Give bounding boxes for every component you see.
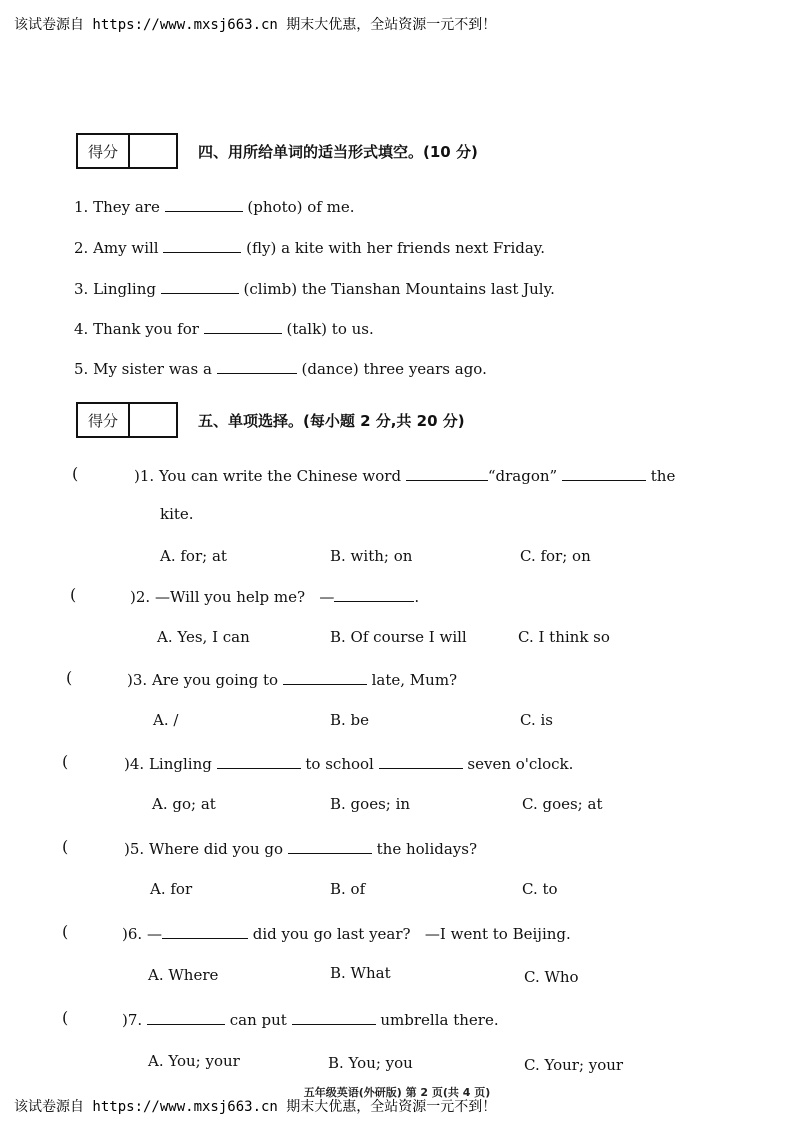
option-a: A. for; at bbox=[160, 547, 227, 565]
question-text: did you go last year? bbox=[252, 925, 411, 943]
answer-blank bbox=[334, 587, 414, 602]
answer-blank bbox=[204, 319, 282, 334]
answer-blank bbox=[217, 754, 301, 769]
option-c: C. to bbox=[522, 880, 558, 898]
item-text: (dance) three years ago. bbox=[301, 360, 487, 378]
question-text: You can write the Chinese word bbox=[158, 467, 402, 485]
question-number: )4. bbox=[124, 755, 145, 773]
item-text: (photo) of me. bbox=[247, 198, 355, 216]
option-c: C. Your; your bbox=[524, 1056, 624, 1074]
score-box bbox=[76, 133, 178, 169]
option-b: B. be bbox=[330, 711, 370, 729]
question-4 bbox=[124, 754, 573, 773]
item-text: 3. Lingling bbox=[74, 280, 156, 298]
answer-blank bbox=[165, 197, 243, 212]
question-text: late, Mum? bbox=[371, 671, 458, 689]
option-a: A. Where bbox=[148, 966, 219, 984]
item-text: (climb) the Tianshan Mountains last July. bbox=[243, 280, 555, 298]
answer-blank bbox=[217, 359, 297, 374]
question-text: . bbox=[414, 588, 420, 606]
score-blank bbox=[130, 135, 176, 167]
answer-paren: ( bbox=[62, 922, 69, 941]
answer-blank bbox=[288, 839, 372, 854]
answer-blank bbox=[292, 1010, 376, 1025]
section4-header bbox=[76, 132, 478, 170]
answer-paren: ( bbox=[70, 585, 77, 604]
answer-blank bbox=[163, 238, 241, 253]
option-a: A. Yes, I can bbox=[157, 628, 250, 646]
score-box bbox=[76, 402, 178, 438]
option-b: B. What bbox=[330, 964, 391, 982]
question-text: umbrella there. bbox=[380, 1011, 499, 1029]
section4-title: 四、用所给单词的适当形式填空。(10 分) bbox=[198, 142, 478, 161]
answer-paren: ( bbox=[66, 668, 73, 687]
answer-blank bbox=[379, 754, 463, 769]
question-text: Lingling bbox=[148, 755, 212, 773]
question-text: — bbox=[146, 925, 162, 943]
option-b: B. of bbox=[330, 880, 366, 898]
fill-item-2 bbox=[74, 238, 545, 257]
question-number: )7. bbox=[122, 1011, 143, 1029]
fill-item-3 bbox=[74, 279, 555, 298]
item-text: (talk) to us. bbox=[286, 320, 374, 338]
question-7 bbox=[122, 1010, 499, 1029]
item-text: 1. They are bbox=[74, 198, 160, 216]
item-text: 2. Amy will bbox=[74, 239, 159, 257]
question-text: Are you going to bbox=[151, 671, 279, 689]
answer-paren: ( bbox=[72, 464, 79, 483]
option-b: B. Of course I will bbox=[330, 628, 467, 646]
question-5 bbox=[124, 839, 477, 858]
source-banner-top: 该试卷源自 https://www.mxsj663.cn 期末大优惠，全站资源一元不到！ bbox=[14, 17, 497, 33]
question-3 bbox=[127, 670, 457, 689]
question-number: )2. bbox=[130, 588, 151, 606]
page-footer: 五年级英语(外研版) 第 2 页(共 4 页) bbox=[303, 1086, 491, 1099]
question-text: Where did you go bbox=[148, 840, 284, 858]
question-text: can put bbox=[229, 1011, 287, 1029]
question-text: seven o'clock. bbox=[467, 755, 574, 773]
answer-blank bbox=[562, 466, 646, 481]
question-6 bbox=[122, 924, 571, 943]
fill-item-1 bbox=[74, 197, 354, 216]
question-1-continued: kite. bbox=[160, 505, 194, 523]
option-c: C. Who bbox=[524, 968, 579, 986]
option-b: B. with; on bbox=[330, 547, 413, 565]
section5-title: 五、单项选择。(每小题 2 分,共 20 分) bbox=[198, 411, 465, 430]
answer-blank bbox=[162, 924, 248, 939]
item-text: 5. My sister was a bbox=[74, 360, 212, 378]
source-banner-bottom: 该试卷源自 https://www.mxsj663.cn 期末大优惠，全站资源一元不到！ bbox=[14, 1099, 497, 1115]
option-b: B. You; you bbox=[328, 1054, 413, 1072]
option-a: A. go; at bbox=[152, 795, 216, 813]
fill-item-5 bbox=[74, 359, 487, 378]
answer-paren: ( bbox=[62, 1008, 69, 1027]
fill-item-4 bbox=[74, 319, 374, 338]
question-2 bbox=[130, 587, 419, 606]
question-text: —Will you help me? bbox=[154, 588, 306, 606]
option-a: A. You; your bbox=[148, 1052, 240, 1070]
answer-paren: ( bbox=[62, 837, 69, 856]
question-number: )3. bbox=[127, 671, 148, 689]
option-c: C. is bbox=[520, 711, 553, 729]
answer-blank bbox=[147, 1010, 225, 1025]
score-blank bbox=[130, 404, 176, 436]
option-b: B. goes; in bbox=[330, 795, 411, 813]
question-1 bbox=[134, 466, 675, 485]
option-a: A. for bbox=[150, 880, 193, 898]
answer-paren: ( bbox=[62, 752, 69, 771]
option-a: A. / bbox=[153, 711, 179, 729]
answer-blank bbox=[283, 670, 367, 685]
option-c: C. for; on bbox=[520, 547, 591, 565]
item-text: 4. Thank you for bbox=[74, 320, 199, 338]
option-c: C. I think so bbox=[518, 628, 610, 646]
question-text: —I went to Beijing. bbox=[424, 925, 571, 943]
answer-blank bbox=[161, 279, 239, 294]
question-number: )6. bbox=[122, 925, 143, 943]
question-text: the holidays? bbox=[376, 840, 478, 858]
question-text: to school bbox=[305, 755, 374, 773]
score-label: 得分 bbox=[78, 404, 130, 436]
question-number: )5. bbox=[124, 840, 145, 858]
question-text: “dragon” bbox=[487, 467, 558, 485]
question-text: the bbox=[650, 467, 676, 485]
answer-blank bbox=[406, 466, 488, 481]
item-text: (fly) a kite with her friends next Friday. bbox=[246, 239, 546, 257]
option-c: C. goes; at bbox=[522, 795, 603, 813]
score-label: 得分 bbox=[78, 135, 130, 167]
question-text: — bbox=[319, 588, 335, 606]
section5-header bbox=[76, 401, 465, 439]
question-number: )1. bbox=[134, 467, 155, 485]
